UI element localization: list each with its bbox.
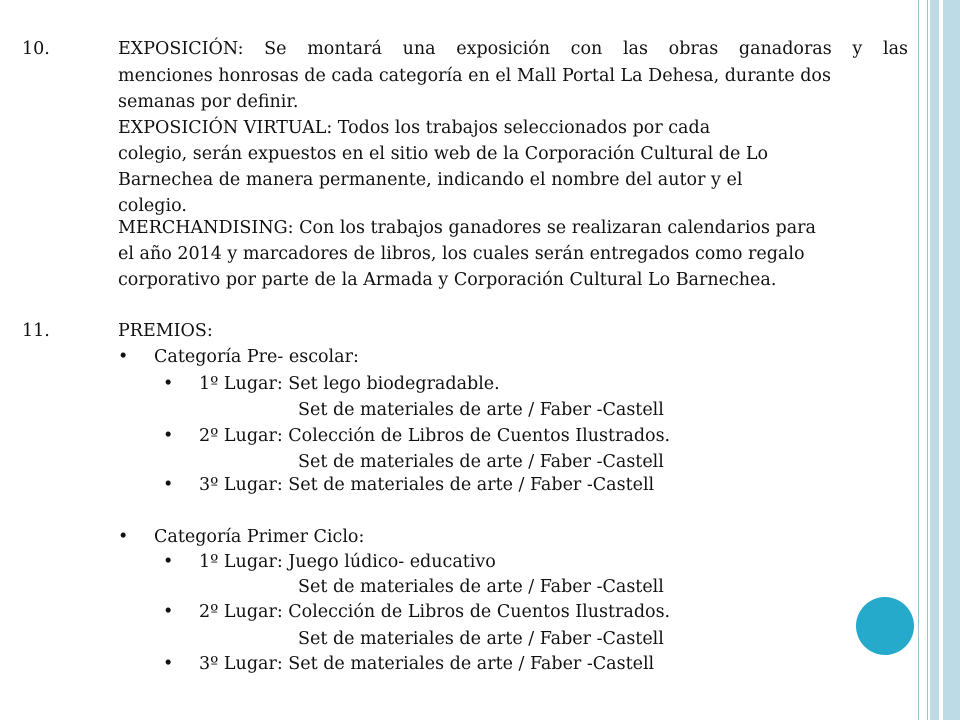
bullet-icon: • [163,552,174,572]
section-10-line: Barnechea de manera permanente, indicando el nombre del autor y el [118,170,743,190]
section-10-line: el año 2014 y marcadores de libros, los cuales serán entregados como regalo [118,244,805,264]
accent-circle [856,597,914,655]
section-10-number: 10. [22,39,50,59]
prize-item [163,425,670,447]
side-bar-outline [918,0,928,720]
section-10-line: menciones honrosas de cada categoría en el Mall Portal La Dehesa, durante dos [118,66,831,86]
category-item [118,346,359,368]
section-10-line: colegio. [118,196,187,216]
bullet-icon: • [163,374,174,394]
prize-extra: Set de materiales de arte / Faber -Castell [298,629,664,649]
bullet-icon: • [163,602,174,622]
category-name: Categoría Pre- escolar: [154,347,359,367]
prize-item [163,601,670,623]
prize-item [163,653,654,675]
section-11-number: 11. [22,321,50,341]
section-10-line: corporativo por parte de la Armada y Corporación Cultural Lo Barnechea. [118,270,777,290]
side-bar-stripe [930,0,939,720]
bullet-icon: • [163,654,174,674]
section-10-line: semanas por definir. [118,92,299,112]
prize-item [163,474,654,496]
prize-extra: Set de materiales de arte / Faber -Castell [298,452,664,472]
side-bar-stripe-wide [941,0,960,720]
prize-place: 1º Lugar: Set lego biodegradable. [199,374,500,394]
section-11-title: PREMIOS: [118,321,213,341]
prize-extra: Set de materiales de arte / Faber -Castell [298,400,664,420]
prize-place: 3º Lugar: Set de materiales de arte / Faber -Castell [199,654,655,674]
bullet-icon: • [163,475,174,495]
section-10-line: MERCHANDISING: Con los trabajos ganadores se realizaran calendarios para [118,218,816,238]
bullet-icon: • [118,527,129,547]
category-item [118,526,364,548]
category-name: Categoría Primer Ciclo: [154,527,365,547]
bullet-icon: • [118,347,129,367]
prize-place: 1º Lugar: Juego lúdico- educativo [199,552,496,572]
prize-item [163,551,496,573]
prize-place: 3º Lugar: Set de materiales de arte / Faber -Castell [199,475,655,495]
prize-extra: Set de materiales de arte / Faber -Castell [298,577,664,597]
prize-place: 2º Lugar: Colección de Libros de Cuentos Ilustrados. [199,602,671,622]
section-10-line: EXPOSICIÓN VIRTUAL: Todos los trabajos seleccionados por cada [118,118,711,138]
prize-place: 2º Lugar: Colección de Libros de Cuentos Ilustrados. [199,426,671,446]
section-10-line: colegio, serán expuestos en el sitio web de la Corporación Cultural de Lo [118,144,769,164]
prize-item [163,373,500,395]
section-10-line: EXPOSICIÓN: Se montará una exposición con las obras ganadoras y las [118,39,908,59]
bullet-icon: • [163,426,174,446]
